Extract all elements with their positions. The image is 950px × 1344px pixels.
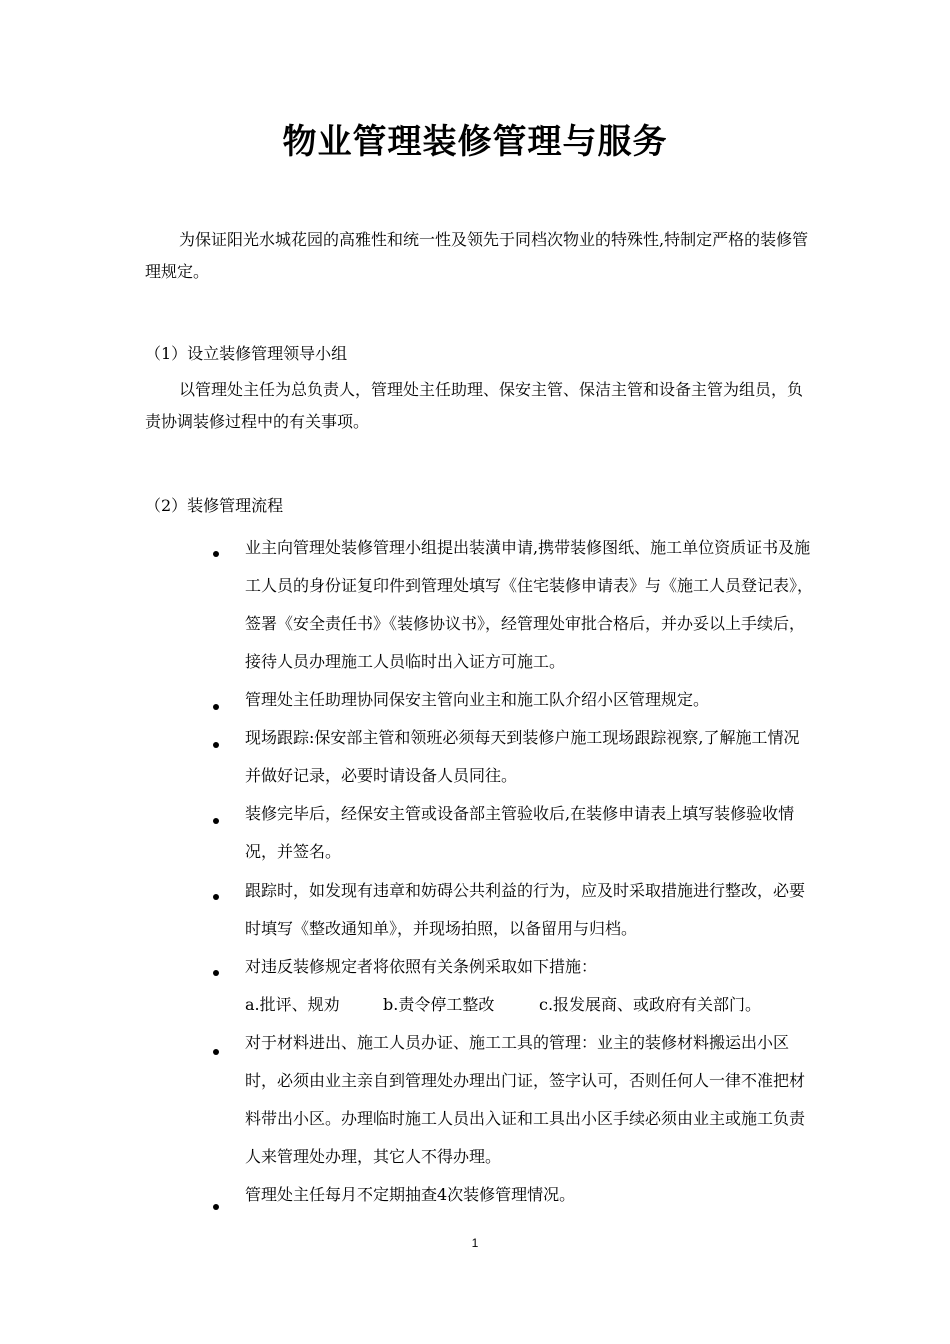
intro-paragraph: 为保证阳光水城花园的高雅性和统一性及领先于同档次物业的特殊性,特制定严格的装修管理规定。 — [145, 230, 809, 281]
list-item-text: 业主向管理处装修管理小组提出装潢申请,携带装修图纸、施工单位资质证书及施工人员的身份证复印件到管理处填写《住宅装修申请表》与《施工人员登记表》，签署《安全责任书》《装修协议书》，经管理处审批合格后，并办妥以上手续后，接待人员办理施工人员临时出入证方可施工。 — [245, 538, 814, 671]
section-body-leadership-group: 以管理处主任为总负责人，管理处主任助理、保安主管、保洁主管和设备主管为组员，负责协调装修过程中的有关事项。 — [145, 380, 804, 431]
list-item — [245, 795, 815, 871]
list-item — [245, 529, 815, 681]
bullet-icon — [213, 894, 219, 900]
list-item-text: 管理处主任每月不定期抽查4次装修管理情况。 — [245, 1185, 576, 1204]
bullet-icon — [213, 742, 219, 748]
measure-stop-work: b.责令停工整改 — [383, 995, 495, 1014]
list-item-text: 对于材料进出、施工人员办证、施工工具的管理：业主的装修材料搬运出小区时，必须由业主亲自到管理处办理出门证，签字认可，否则任何人一律不准把材料带出小区。办理临时施工人员出入证和工具出小区手续必须由业主或施工负责人来管理处办理，其它人不得办理。 — [245, 1033, 806, 1166]
section-heading-leadership-group: （1）设立装修管理领导小组 — [145, 344, 348, 363]
list-item — [245, 1024, 815, 1176]
page-number: 1 — [471, 1236, 479, 1250]
list-item-text: 对违反装修规定者将依照有关条例采取如下措施： — [245, 957, 598, 976]
bullet-icon — [213, 818, 219, 824]
list-item — [245, 681, 815, 719]
measure-report: c.报发展商、或政府有关部门。 — [539, 995, 762, 1014]
bullet-icon — [213, 970, 219, 976]
measure-criticize: a.批评、规劝 — [245, 995, 340, 1014]
list-item-text: 现场跟踪:保安部主管和领班必须每天到装修户施工现场跟踪视察,了解施工情况并做好记录，必要时请设备人员同往。 — [245, 728, 800, 785]
list-item-text: 跟踪时，如发现有违章和妨碍公共利益的行为，应及时采取措施进行整改，必要时填写《整改通知单》，并现场拍照，以备留用与归档。 — [245, 881, 806, 938]
bullet-icon — [213, 1049, 219, 1055]
bullet-icon — [213, 704, 219, 710]
bullet-icon — [213, 551, 219, 557]
list-item — [245, 719, 815, 795]
list-item — [245, 948, 815, 1024]
bullet-icon — [213, 1204, 219, 1210]
measures-line — [245, 986, 815, 1024]
document-title: 物业管理装修管理与服务 — [282, 122, 668, 162]
list-item — [245, 872, 815, 948]
list-item — [245, 1176, 815, 1214]
list-item-text: 装修完毕后，经保安主管或设备部主管验收后,在装修申请表上填写装修验收情况，并签名。 — [245, 804, 795, 861]
list-item-text: 管理处主任助理协同保安主管向业主和施工队介绍小区管理规定。 — [245, 690, 710, 709]
section-heading-process: （2）装修管理流程 — [145, 496, 284, 515]
